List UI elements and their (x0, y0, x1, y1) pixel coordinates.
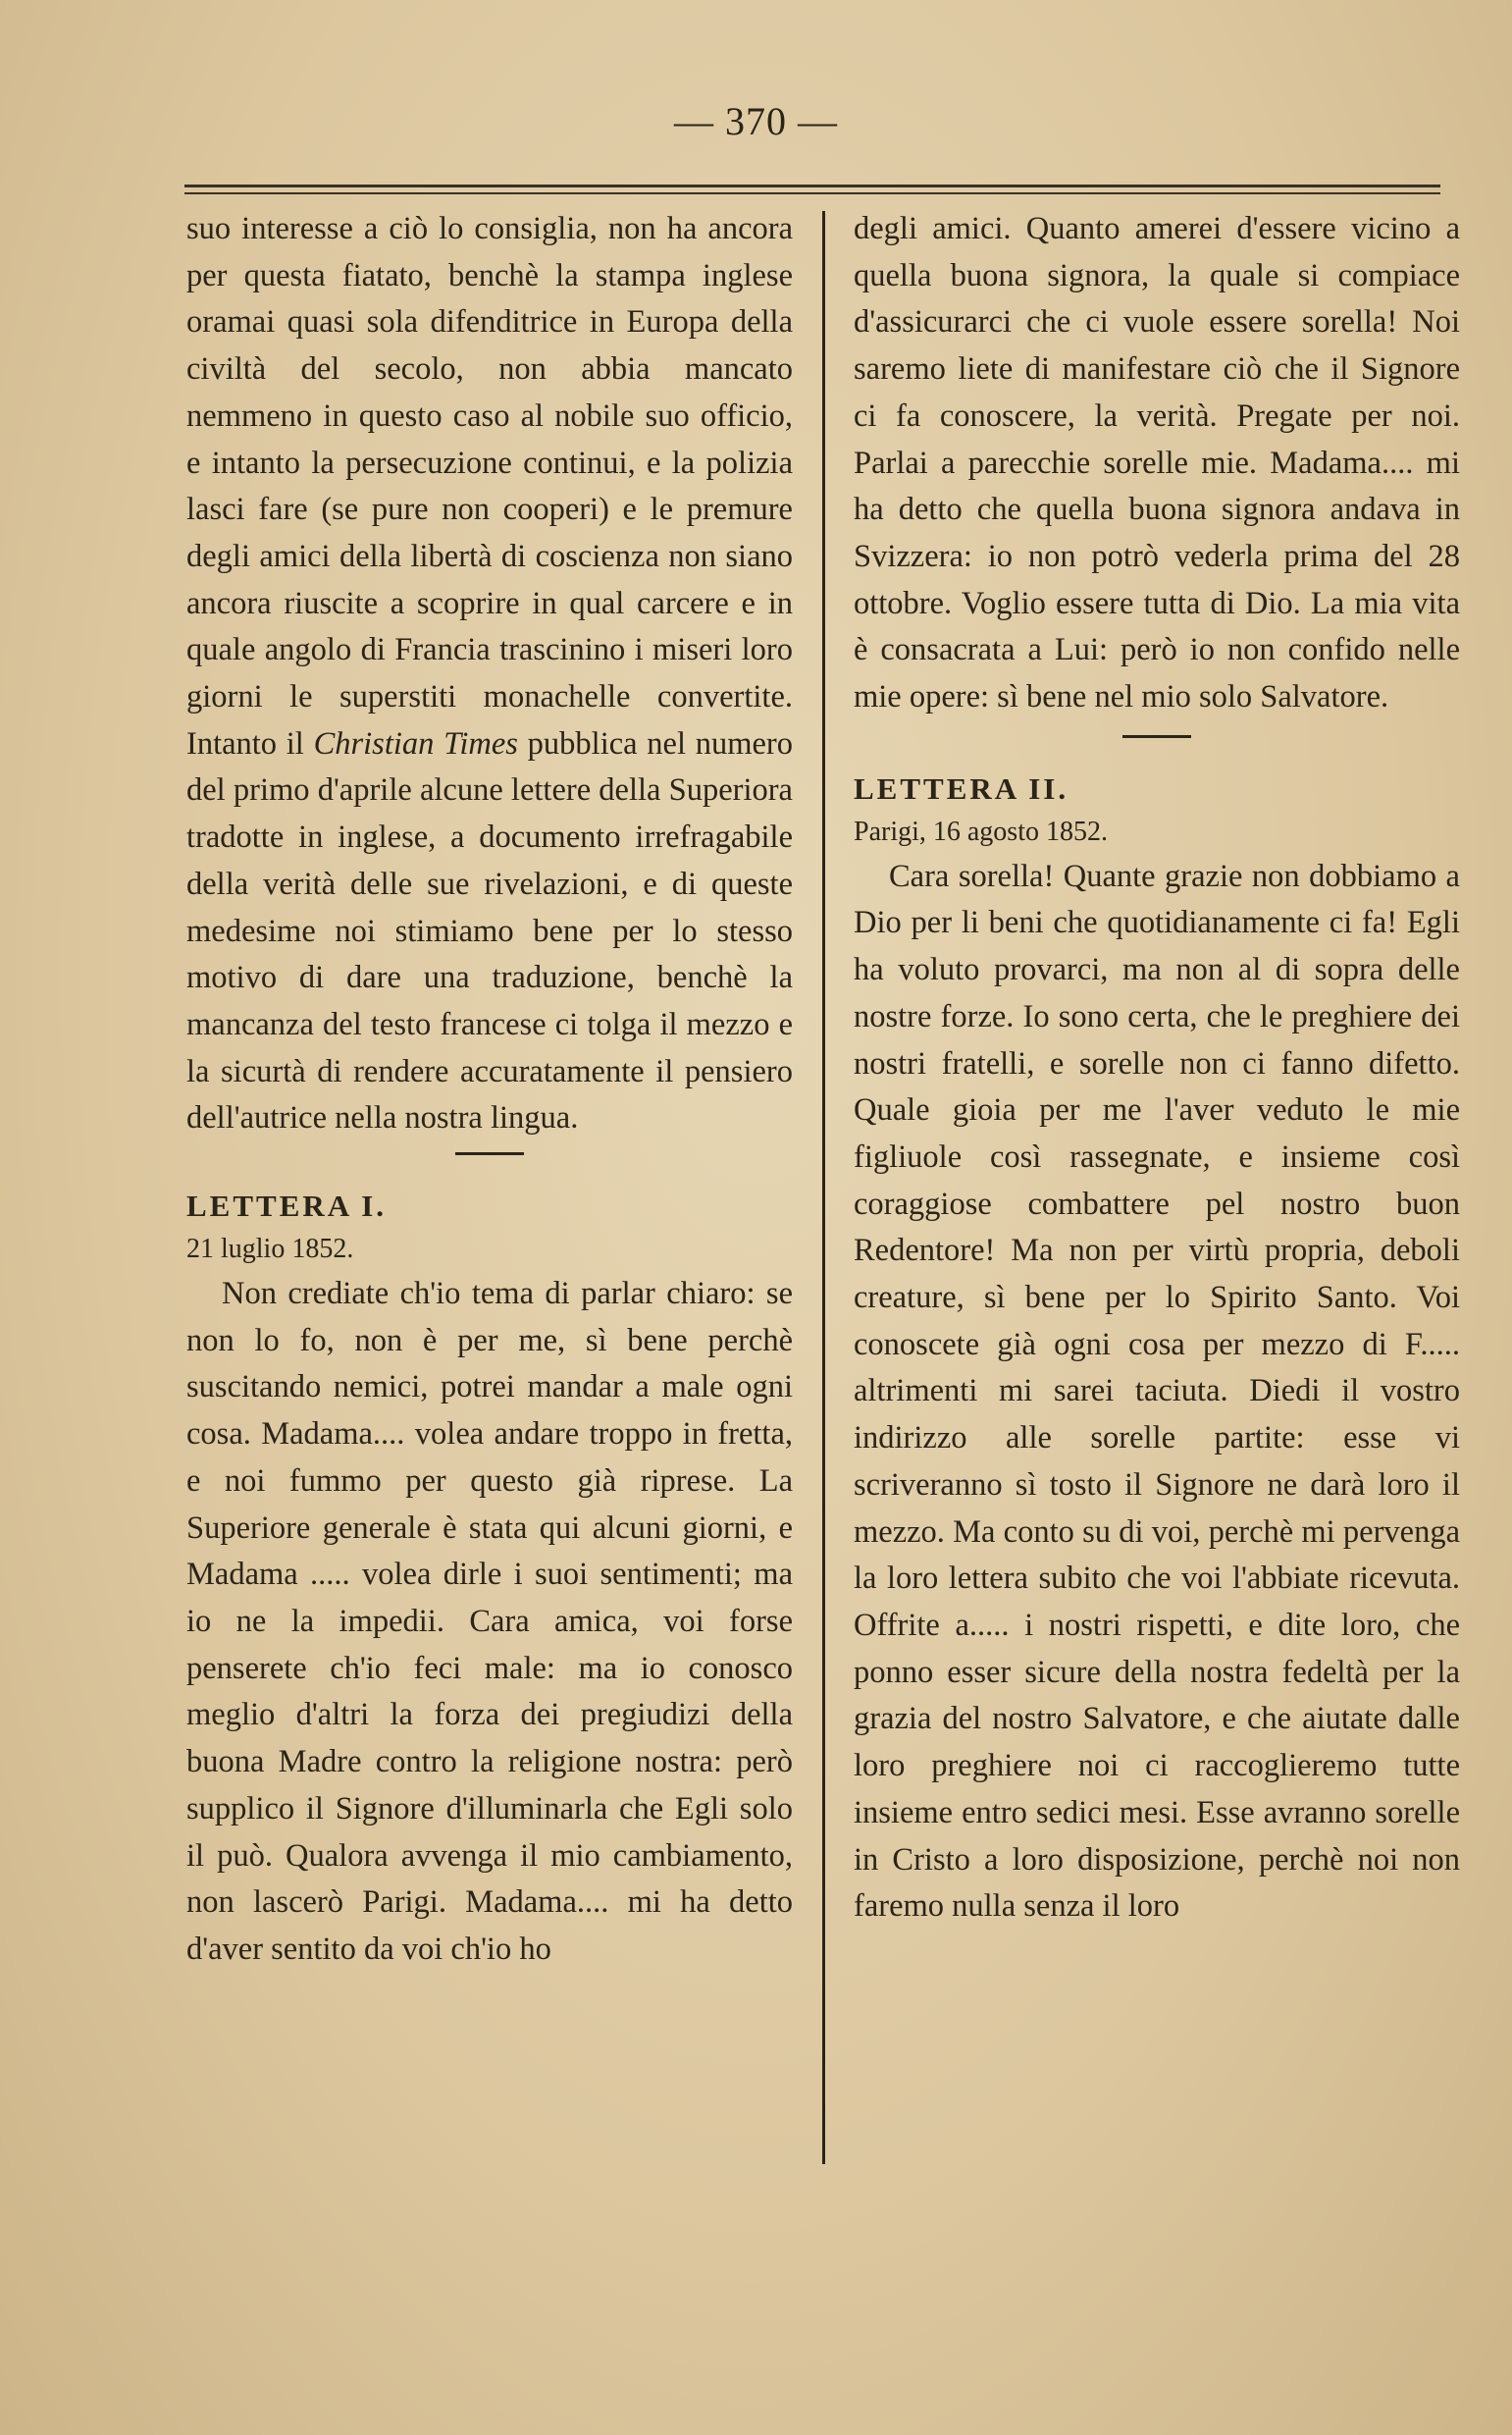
letter-1-heading: LETTERA I. (186, 1189, 388, 1224)
column-divider (822, 211, 825, 2164)
page-number: — 370 — (674, 99, 838, 143)
header-rule (184, 185, 1440, 194)
letter-1-continuation: degli amici. Quanto amerei d'essere vicino a quella buona signora, la quale si compiace d'assicurarci che ci vuole essere sorella! Noi saremo liete di manifestare ciò che il Signore ci fa conoscere, la verità. Pregate per noi. Parlai a parecchie sorelle mie. Madama.... mi ha detto che quella buona signora andava in Svizzera: io non potrò vederla prima del 28 ottobre. Voglio essere tutta di Dio. La mia vita è consacrata a Lui: però io non confido nelle mie opere: sì bene nel mio solo Salvatore. (854, 211, 1460, 715)
letter-1-date: 21 luglio 1852. (186, 1234, 354, 1265)
letter-2-body: Cara sorella! Quante grazie non dobbiamo a Dio per li beni che quotidianamente ci fa! Egli ha voluto provarci, ma non al di sopra delle nostre forze. Io sono certa, che le preghiere dei nostri fratelli, e sorelle non ci fanno difetto. Quale gioia per me l'aver veduto le mie figliuole così rassegnate, e insieme così coraggiose combattere pel nostro buon Redentore! Ma non per virtù propria, deboli creature, sì bene per lo Spirito Santo. Voi conoscete già ogni cosa per mezzo di F..... altrimenti mi sarei taciuta. Diedi il vostro indirizzo alle sorelle partite: esse vi scriveranno sì tosto il Signore ne darà loro il mezzo. Ma conto su di voi, perchè mi pervenga la loro lettera subito che voi l'abbiate ricevuta. Offrite a..... i nostri rispetti, e dite loro, che ponno esser sicure della nostra fedeltà per la grazia del nostro Salvatore, e che aiutate dalle loro preghiere noi ci raccoglieremo tutte insieme entro sedici mesi. Esse avranno sorelle in Cristo a loro disposizione, perchè noi non faremo nulla senza il loro (854, 858, 1460, 1925)
left-column (186, 206, 793, 1974)
intro-text-part-2: pubblica nel numero del primo d'aprile alcune lettere della Superiora tradotte in inglese, a documento irrefragabile della verità delle sue rivelazioni, e di queste medesime noi stimiamo bene per lo stesso motivo di dare una traduzione, benchè la mancanza del testo francese ci tolga il mezzo e la sicurtà di rendere accuratamente il pensiero dell'autrice nella nostra lingua. (186, 725, 793, 1137)
letter-2-heading: LETTERA II. (854, 770, 1069, 806)
section-separator (1122, 735, 1191, 738)
letter-2-date: Parigi, 16 agosto 1852. (854, 816, 1108, 847)
right-column (854, 206, 1460, 1931)
section-separator (455, 1152, 524, 1155)
newspaper-name: Christian Times (313, 725, 518, 762)
intro-paragraph (186, 206, 793, 1142)
intro-text-part-1: suo interesse a ciò lo consiglia, non ha ancora per questa fiatato, benchè la stampa inglese oramai quasi sola difenditrice in Europa della civiltà del secolo, non abbia mancato nemmeno in questo caso al nobile suo officio, e intanto la persecuzione continui, e la polizia lasci fare (se pure non cooperi) e le premure degli amici della libertà di coscienza non siano ancora riuscite a scoprire in qual carcere e in quale angolo di Francia trascinino i miseri loro giorni le superstiti monachelle convertite. Intanto il (186, 211, 793, 762)
letter-1-body: Non crediate ch'io tema di parlar chiaro: se non lo fo, non è per me, sì bene perchè suscitando nemici, potrei mandar a male ogni cosa. Madama.... volea andare troppo in fretta, e noi fummo per questo già riprese. La Superiore generale è stata qui alcuni giorni, e Madama ..... volea dirle i suoi sentimenti; ma io ne la impedii. Cara amica, voi forse penserete ch'io feci male: ma io conosco meglio d'altri la forza dei pregiudizi della buona Madre contro la religione nostra: però supplico il Signore d'illuminarla che Egli solo il può. Qualora avvenga il mio cambiamento, non lascerò Parigi. Madama.... mi ha detto d'aver sentito da voi ch'io ho (186, 1276, 793, 1967)
